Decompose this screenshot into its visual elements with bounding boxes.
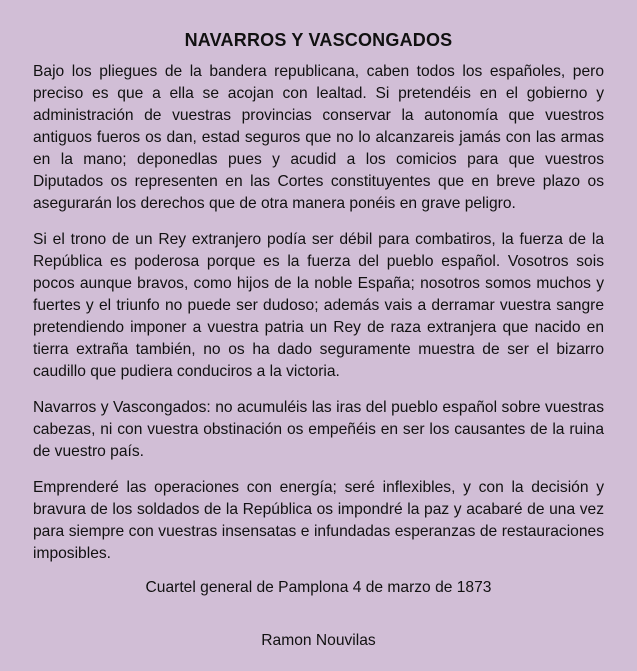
- place-and-date: Cuartel general de Pamplona 4 de marzo de 1873: [145, 579, 492, 596]
- document-title: NAVARROS Y VASCONGADOS: [184, 30, 453, 50]
- paragraph-2: Si el trono de un Rey extranjero podía ser débil para combatiros, la fuerza de la República es poderosa porque es la fuerza del pueblo español. Vosotros sois pocos aunque bravos, como hijos de la noble España; nosotros somos muchos y fuertes y el triunfo no puede ser dudoso; además vais a derramar vuestra sangre pretendiendo imponer a vuestra patria un Rey de raza extranjera que nacido en tierra extraña también, no os ha dado seguramente muestra de ser el bizarro caudillo que pudiera conduciros a la victoria.: [33, 231, 604, 380]
- paragraph-4: Emprenderé las operaciones con energía; seré inflexibles, y con la decisión y bravura de los soldados de la República os impondré la paz y acabaré de una vez para siempre con vuestras insensatas e infundadas esperanzas de restauraciones imposibles.: [33, 479, 604, 562]
- paragraph-1: Bajo los pliegues de la bandera republicana, caben todos los españoles, pero preciso es que a ella se acojan con lealtad. Si pretendéis en el gobierno y administración de vuestras provincias conservar la autonomía que vuestros antiguos fueros os dan, estad seguros que no lo alcanzareis jamás con las armas en la mano; deponedlas pues y acudid a los comicios para que vuestros Diputados os representen en las Cortes constituyentes que en breve plazo os asegurarán los derechos que de otra manera ponéis en grave peligro.: [33, 63, 604, 212]
- paragraph-3: Navarros y Vascongados: no acumuléis las iras del pueblo español sobre vuestras cabezas, ni con vuestra obstinación os empeñéis en ser los causantes de la ruina de vuestro país.: [33, 399, 604, 460]
- signature: Ramon Nouvilas: [261, 632, 376, 649]
